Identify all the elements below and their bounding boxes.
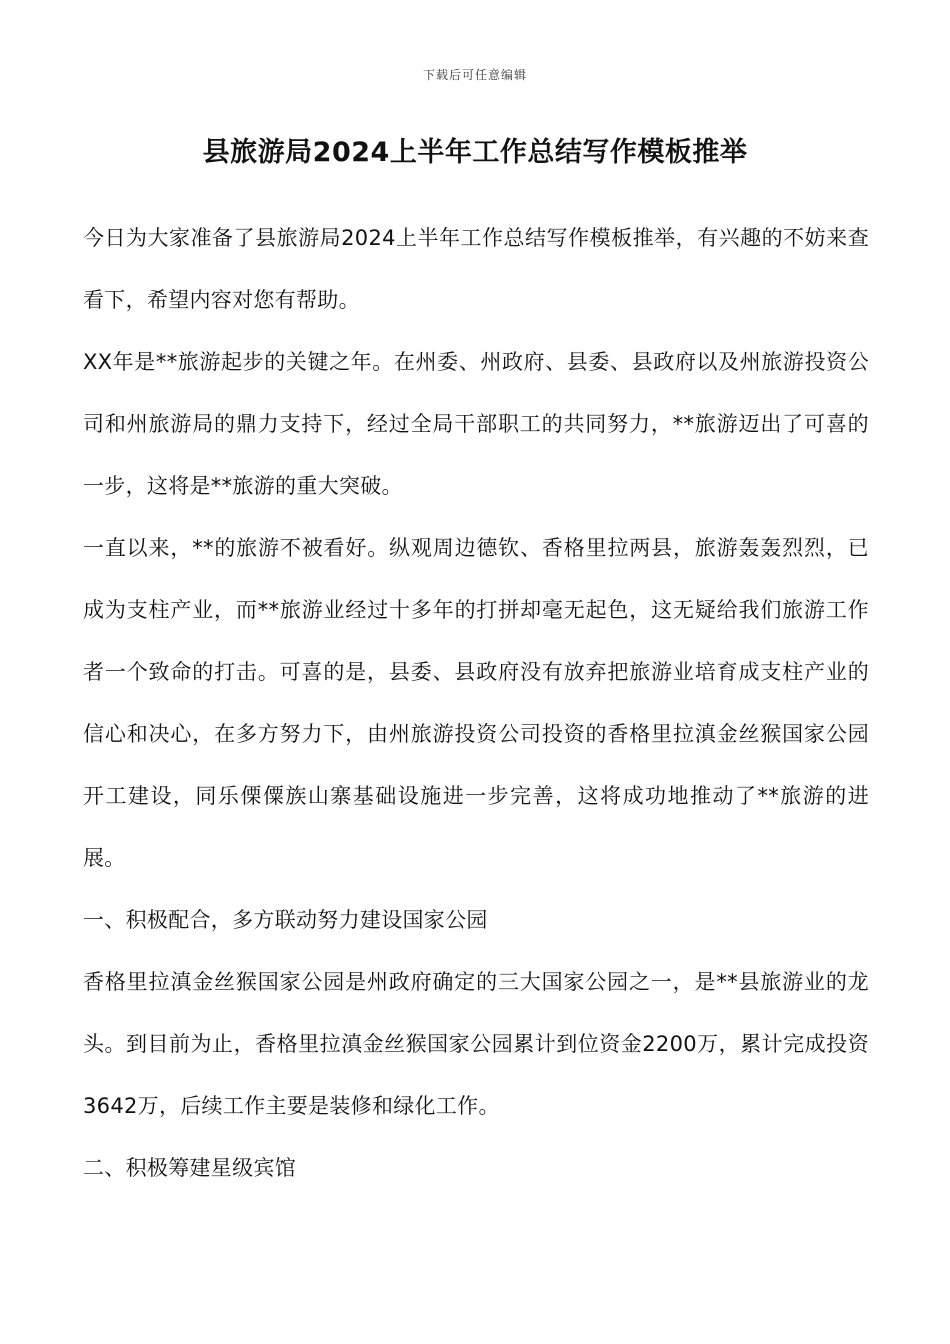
intro-paragraph: 今日为大家准备了县旅游局2024上半年工作总结写作模板推举，有兴趣的不妨来查看下，希望内容对您有帮助。 xyxy=(83,226,869,312)
document-title: 县旅游局2024上半年工作总结写作模板推举 xyxy=(202,137,748,168)
body-paragraph: XX年是**旅游起步的关键之年。在州委、州政府、县委、县政府以及州旅游投资公司和州旅游局的鼎力支持下，经过全局干部职工的共同努力，**旅游迈出了可喜的一步，这将是**旅游的重大突破。 xyxy=(83,350,869,498)
document-body xyxy=(83,207,869,1199)
section-heading: 一、积极配合，多方联动努力建设国家公园 xyxy=(83,908,488,932)
body-paragraph: 香格里拉滇金丝猴国家公园是州政府确定的三大国家公园之一，是**县旅游业的龙头。到目前为止，香格里拉滇金丝猴国家公园累计到位资金2200万，累计完成投资3642万，后续工作主要是装修和绿化工作。 xyxy=(83,970,869,1118)
header-note: 下载后可任意编辑 xyxy=(422,68,527,82)
section-heading: 二、积极筹建星级宾馆 xyxy=(83,1156,296,1180)
body-paragraph: 一直以来，**的旅游不被看好。纵观周边德钦、香格里拉两县，旅游轰轰烈烈，已成为支柱产业，而**旅游业经过十多年的打拼却毫无起色，这无疑给我们旅游工作者一个致命的打击。可喜的是，县委、县政府没有放弃把旅游业培育成支柱产业的信心和决心，在多方努力下，由州旅游投资公司投资的香格里拉滇金丝猴国家公园开工建设，同乐傈僳族山寨基础设施进一步完善，这将成功地推动了**旅游的进展。 xyxy=(83,536,869,870)
